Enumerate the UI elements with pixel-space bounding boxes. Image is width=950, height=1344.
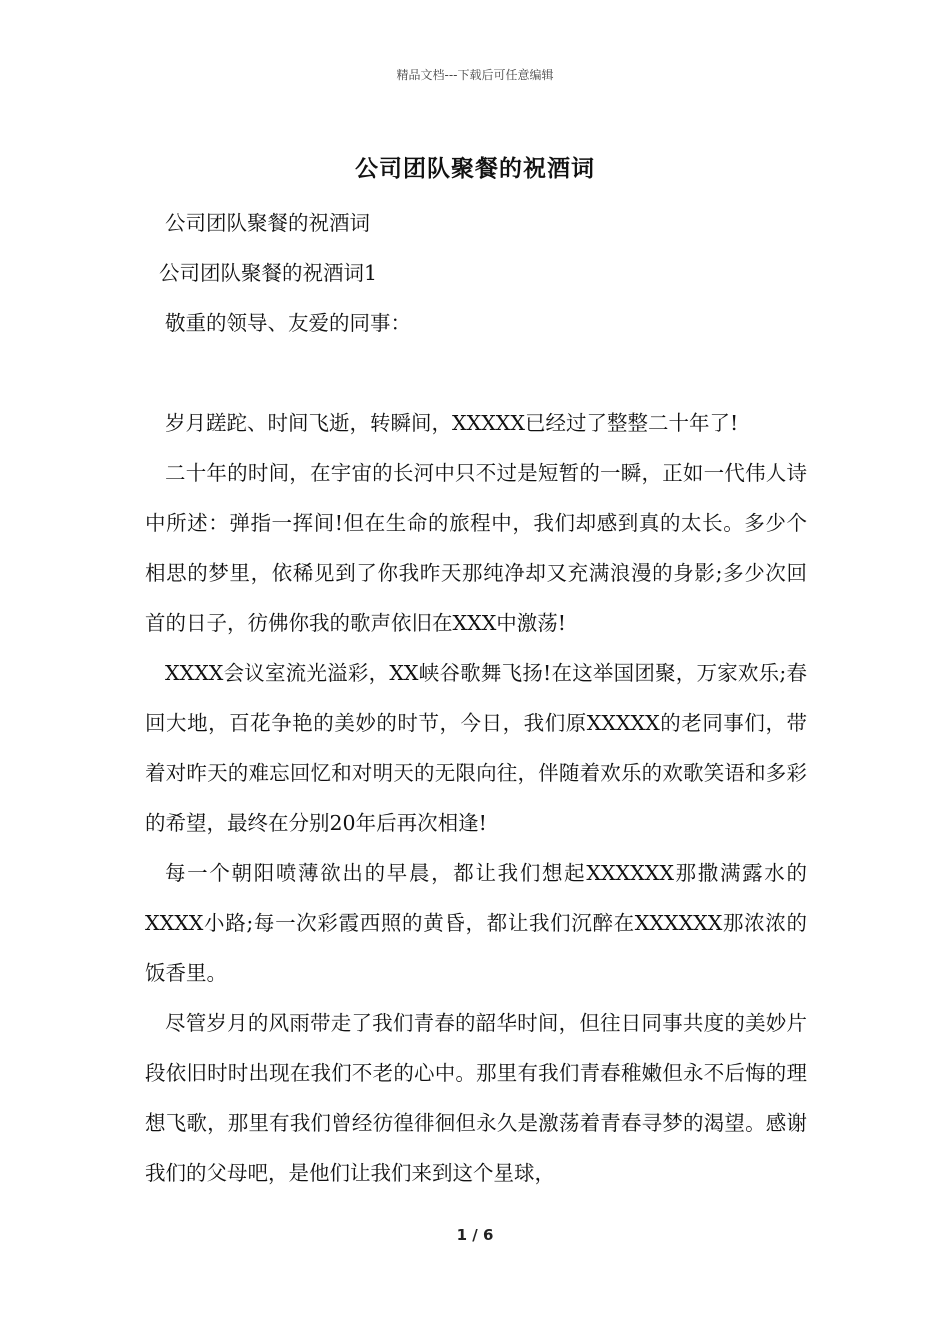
- paragraph: 尽管岁月的风雨带走了我们青春的韶华时间，但往日同事共度的美妙片段依旧时时出现在我们不老的心中。那里有我们青春稚嫩但永不后悔的理想飞歌，那里有我们曾经彷徨徘徊但永久是激荡着青春寻梦的渴望。感谢我们的父母吧，是他们让我们来到这个星球，: [145, 1011, 807, 1185]
- document-body: [145, 198, 807, 1198]
- paragraph: 二十年的时间，在宇宙的长河中只不过是短暂的一瞬，正如一代伟人诗中所述：弹指一挥间!但在生命的旅程中，我们却感到真的太长。多少个相思的梦里，依稀见到了你我昨天那纯净却又充满浪漫的身影;多少次回首的日子，彷佛你我的歌声依旧在XXX中激荡!: [145, 461, 807, 635]
- blank-line: [145, 348, 807, 398]
- page-number: 1 / 6: [456, 1226, 494, 1244]
- page-header: 精品文档---下载后可任意编辑: [396, 68, 554, 82]
- salutation: 敬重的领导、友爱的同事：: [165, 311, 411, 335]
- document-subtitle: 公司团队聚餐的祝酒词: [165, 211, 370, 235]
- section-heading: 公司团队聚餐的祝酒词1: [159, 261, 378, 285]
- paragraph: 岁月蹉跎、时间飞逝，转瞬间，XXXXX已经过了整整二十年了!: [165, 411, 739, 435]
- document-title: 公司团队聚餐的祝酒词: [355, 155, 595, 182]
- paragraph: XXXX会议室流光溢彩，XX峡谷歌舞飞扬!在这举国团聚，万家欢乐;春回大地，百花争艳的美妙的时节，今日，我们原XXXXX的老同事们，带着对昨天的难忘回忆和对明天的无限向往，伴随着欢乐的欢歌笑语和多彩的希望，最终在分别20年后再次相逢!: [145, 661, 807, 835]
- paragraph: 每一个朝阳喷薄欲出的早晨，都让我们想起XXXXXX那撒满露水的XXXX小路;每一次彩霞西照的黄昏，都让我们沉醉在XXXXXX那浓浓的饭香里。: [145, 861, 807, 985]
